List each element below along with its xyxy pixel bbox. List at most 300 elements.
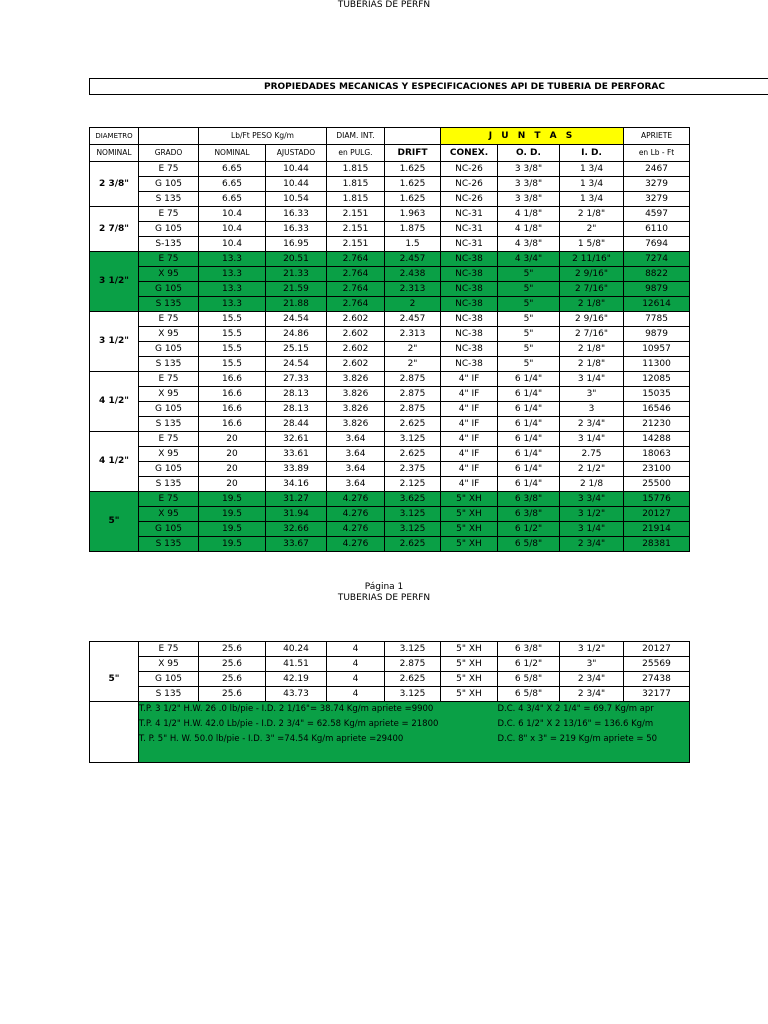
table-cell: 1 3/4 [560, 192, 624, 207]
table-row [90, 522, 690, 537]
table-cell: 6.65 [199, 177, 266, 192]
table-cell: 20127 [624, 642, 690, 657]
table-cell: 3.125 [385, 507, 441, 522]
table-cell: 28.13 [266, 387, 327, 402]
table-cell: G 105 [139, 282, 199, 297]
table-cell: 4.276 [327, 537, 385, 552]
table-cell: 2 3/4" [560, 417, 624, 432]
table-cell: 5" [498, 282, 560, 297]
table-cell: X 95 [139, 507, 199, 522]
table-cell: E 75 [139, 492, 199, 507]
continuation-table [89, 641, 690, 763]
table-cell: 6 1/4" [498, 447, 560, 462]
table-cell: 3 [560, 402, 624, 417]
table-cell: E 75 [139, 372, 199, 387]
table-cell: 4 [327, 687, 385, 702]
table-cell: S 135 [139, 297, 199, 312]
table-cell: 7274 [624, 252, 690, 267]
table-cell: 3.64 [327, 462, 385, 477]
table-cell: G 105 [139, 222, 199, 237]
table-cell: 10.4 [199, 237, 266, 252]
table-row [90, 432, 690, 447]
page-header-2: TUBERIAS DE PERFN [337, 593, 431, 603]
table-cell: 2 1/8" [560, 297, 624, 312]
table-cell: 21.33 [266, 267, 327, 282]
header-en-lb-ft: en Lb - Ft [624, 145, 690, 162]
table-row [90, 402, 690, 417]
table-cell: 6 3/8" [498, 492, 560, 507]
note-line: T.P. 4 1/2" H.W. 42.0 Lb/pie - I.D. 2 3/4" = 62.58 Kg/m apriete = 21800 [139, 719, 439, 729]
diametro-nominal-cell: 2 3/8" [90, 162, 139, 207]
table-cell: 5" [498, 312, 560, 327]
table-cell: E 75 [139, 252, 199, 267]
table-row [90, 642, 690, 657]
table-cell: 6 1/2" [498, 522, 560, 537]
table-cell: 6 3/8" [498, 642, 560, 657]
table-cell: 20127 [624, 507, 690, 522]
table-cell: 25.6 [199, 642, 266, 657]
table-row [90, 492, 690, 507]
table-cell: 20 [199, 477, 266, 492]
table-cell: G 105 [139, 522, 199, 537]
table-cell: 16546 [624, 402, 690, 417]
table-cell: 25.15 [266, 342, 327, 357]
table-cell: 41.51 [266, 657, 327, 672]
diametro-nominal-cell: 5" [90, 492, 139, 552]
diametro-nominal-cell: 3 1/2" [90, 312, 139, 372]
note-line: D.C. 6 1/2" X 2 13/16" = 136.6 Kg/m [497, 719, 654, 729]
table-cell: 28381 [624, 537, 690, 552]
table-row [90, 312, 690, 327]
table-cell: 9879 [624, 327, 690, 342]
table-cell: 6110 [624, 222, 690, 237]
table-cell: 20.51 [266, 252, 327, 267]
table-title: PROPIEDADES MECANICAS Y ESPECIFICACIONES API DE TUBERIA DE PERFORAC [89, 78, 768, 95]
table-cell: 1 3/4 [560, 162, 624, 177]
table-cell: 25.6 [199, 672, 266, 687]
table-row [90, 192, 690, 207]
table-cell: 33.67 [266, 537, 327, 552]
table-cell: 2 [385, 297, 441, 312]
table-cell: 19.5 [199, 522, 266, 537]
table-cell: 10.44 [266, 177, 327, 192]
header-ajustado: AJUSTADO [266, 145, 327, 162]
table-cell: 2.313 [385, 327, 441, 342]
table-cell: 6 3/8" [498, 507, 560, 522]
table-cell: 10.54 [266, 192, 327, 207]
table-cell: 1.815 [327, 177, 385, 192]
table-cell: 2.764 [327, 282, 385, 297]
table-cell: 16.6 [199, 402, 266, 417]
table-cell: 19.5 [199, 492, 266, 507]
table-row [90, 417, 690, 432]
table-cell: 3 1/4" [560, 372, 624, 387]
table-cell: 2.457 [385, 252, 441, 267]
table-cell: NC-38 [441, 282, 498, 297]
header-apriete: APRIETE [624, 128, 690, 145]
header-peso-nominal: NOMINAL [199, 145, 266, 162]
table-cell: 2 7/16" [560, 282, 624, 297]
table-cell: 15.5 [199, 357, 266, 372]
table-cell: S 135 [139, 417, 199, 432]
header-peso: Lb/Ft PESO Kg/m [199, 128, 327, 145]
table-cell: 2" [385, 342, 441, 357]
table-cell: 3 3/8" [498, 192, 560, 207]
table-cell: 10.4 [199, 207, 266, 222]
table-cell: S 135 [139, 537, 199, 552]
table-cell: 20 [199, 462, 266, 477]
table-cell: 10957 [624, 342, 690, 357]
table-row [90, 237, 690, 252]
table-cell: 3.125 [385, 687, 441, 702]
table-cell: 25.6 [199, 687, 266, 702]
note-line: T. P. 5" H. W. 50.0 lb/pie - I.D. 3" =74.54 Kg/m apriete =29400 [139, 734, 404, 744]
table-cell: NC-38 [441, 267, 498, 282]
table-cell: 7785 [624, 312, 690, 327]
table-cell: 13.3 [199, 252, 266, 267]
table-cell: 7694 [624, 237, 690, 252]
table-cell: 3.625 [385, 492, 441, 507]
table-cell: 6 5/8" [498, 672, 560, 687]
table-cell: 5" XH [441, 492, 498, 507]
table-cell: 15.5 [199, 342, 266, 357]
table-cell: 2 9/16" [560, 267, 624, 282]
table-cell: 3.125 [385, 522, 441, 537]
table-cell: 4" IF [441, 417, 498, 432]
table-cell: 5" [498, 357, 560, 372]
diametro-nominal-cell: 2 7/8" [90, 207, 139, 252]
table-cell: E 75 [139, 642, 199, 657]
table-cell: NC-26 [441, 177, 498, 192]
table-cell: 2.151 [327, 207, 385, 222]
table-cell: NC-38 [441, 297, 498, 312]
table-cell: 2.875 [385, 402, 441, 417]
table-cell: 12085 [624, 372, 690, 387]
table-cell: 21.88 [266, 297, 327, 312]
diametro-nominal-cell [90, 687, 139, 702]
table-cell: 24.54 [266, 357, 327, 372]
diametro-nominal-cell: 4 1/2" [90, 432, 139, 492]
table-cell: 16.6 [199, 372, 266, 387]
table-cell: 2 3/4" [560, 687, 624, 702]
diametro-nominal-cell: 5" [90, 672, 139, 687]
table-cell: E 75 [139, 207, 199, 222]
table-cell: 6 1/4" [498, 432, 560, 447]
table-row [90, 297, 690, 312]
table-cell: 5" [498, 297, 560, 312]
table-cell: 16.33 [266, 207, 327, 222]
table-cell: 20 [199, 447, 266, 462]
table-cell: 3 1/4" [560, 432, 624, 447]
header-drift-top [385, 128, 441, 145]
table-cell: 19.5 [199, 537, 266, 552]
table-cell: 6 1/4" [498, 477, 560, 492]
table-cell: 2.602 [327, 357, 385, 372]
table-cell: 2.438 [385, 267, 441, 282]
table-cell: NC-38 [441, 357, 498, 372]
table-cell: 4 1/8" [498, 207, 560, 222]
table-cell: 24.54 [266, 312, 327, 327]
table-cell: 32.61 [266, 432, 327, 447]
table-cell: 3" [560, 387, 624, 402]
table-cell: 4 3/4" [498, 252, 560, 267]
table-cell: 5" XH [441, 537, 498, 552]
table-cell: 3.64 [327, 447, 385, 462]
table-cell: 3.826 [327, 417, 385, 432]
table-cell: 2 11/16" [560, 252, 624, 267]
table-cell: 4" IF [441, 477, 498, 492]
table-cell: NC-38 [441, 342, 498, 357]
table-cell: 32.66 [266, 522, 327, 537]
note-line: D.C. 8" x 3" = 219 Kg/m apriete = 50 [497, 734, 658, 744]
header-grado-top [139, 128, 199, 145]
table-cell: 16.33 [266, 222, 327, 237]
table-cell: 6 5/8" [498, 687, 560, 702]
table-cell: 15.5 [199, 312, 266, 327]
table-cell: 2 1/8" [560, 342, 624, 357]
header-juntas: J U N T A S [441, 128, 624, 145]
table-cell: 28.44 [266, 417, 327, 432]
table-cell: G 105 [139, 402, 199, 417]
table-cell: 27438 [624, 672, 690, 687]
table-cell: 21230 [624, 417, 690, 432]
table-cell: 1 3/4 [560, 177, 624, 192]
table-cell: 27.33 [266, 372, 327, 387]
table-cell: X 95 [139, 387, 199, 402]
diametro-nominal-cell [90, 642, 139, 657]
table-cell: E 75 [139, 312, 199, 327]
table-cell: 2.875 [385, 657, 441, 672]
table-cell: NC-26 [441, 192, 498, 207]
table-cell: 3.64 [327, 477, 385, 492]
table-cell: 6 1/4" [498, 372, 560, 387]
header-nominal: NOMINAL [90, 145, 139, 162]
header-diam-int: DIAM. INT. [327, 128, 385, 145]
page-footer: Página 1 [364, 582, 404, 592]
table-cell: 4 [327, 672, 385, 687]
table-cell: 4" IF [441, 372, 498, 387]
table-cell: 2.764 [327, 297, 385, 312]
table-row [90, 687, 690, 702]
table-cell: 6.65 [199, 192, 266, 207]
table-cell: 2.875 [385, 387, 441, 402]
table-cell: 5" XH [441, 522, 498, 537]
table-cell: S 135 [139, 192, 199, 207]
table-cell: 25500 [624, 477, 690, 492]
header-conex: CONEX. [441, 145, 498, 162]
table-cell: 40.24 [266, 642, 327, 657]
table-cell: 16.95 [266, 237, 327, 252]
table-cell: 5" XH [441, 507, 498, 522]
table-row [90, 372, 690, 387]
table-cell: 1.815 [327, 162, 385, 177]
table-cell: 5" XH [441, 657, 498, 672]
table-cell: X 95 [139, 267, 199, 282]
table-cell: 42.19 [266, 672, 327, 687]
table-cell: 5" XH [441, 672, 498, 687]
table-cell: 2 1/8 [560, 477, 624, 492]
table-cell: 32177 [624, 687, 690, 702]
table-cell: 10.44 [266, 162, 327, 177]
table-cell: 1.5 [385, 237, 441, 252]
table-cell: S-135 [139, 237, 199, 252]
table-cell: 4" IF [441, 447, 498, 462]
table-row [90, 207, 690, 222]
table-cell: 21914 [624, 522, 690, 537]
table-cell: S 135 [139, 687, 199, 702]
table-cell: NC-26 [441, 162, 498, 177]
table-cell: 2.602 [327, 327, 385, 342]
table-cell: 6 5/8" [498, 537, 560, 552]
header-en-pulg: en PULG. [327, 145, 385, 162]
table-cell: S 135 [139, 357, 199, 372]
table-cell: NC-38 [441, 312, 498, 327]
table-cell: 25569 [624, 657, 690, 672]
table-cell: S 135 [139, 477, 199, 492]
table-row [90, 282, 690, 297]
table-cell: 4" IF [441, 387, 498, 402]
table-cell: 2.764 [327, 267, 385, 282]
table-cell: 15776 [624, 492, 690, 507]
table-cell: 13.3 [199, 297, 266, 312]
notes-left [139, 702, 498, 763]
table-row [90, 342, 690, 357]
table-cell: 4.276 [327, 507, 385, 522]
table-cell: 5" [498, 342, 560, 357]
table-cell: 1 5/8" [560, 237, 624, 252]
table-cell: 5" XH [441, 642, 498, 657]
table-cell: 2.75 [560, 447, 624, 462]
table-cell: 2" [560, 222, 624, 237]
table-cell: 3 1/4" [560, 522, 624, 537]
table-cell: 3.125 [385, 432, 441, 447]
table-cell: 2 9/16" [560, 312, 624, 327]
table-cell: 3279 [624, 192, 690, 207]
table-cell: 4 [327, 657, 385, 672]
table-cell: NC-31 [441, 237, 498, 252]
page-header: TUBERIAS DE PERFN [337, 0, 431, 10]
notes-blank-cell [90, 702, 139, 763]
table-cell: E 75 [139, 432, 199, 447]
table-cell: 9879 [624, 282, 690, 297]
table-cell: 21.59 [266, 282, 327, 297]
table-row [90, 462, 690, 477]
table-cell: 33.61 [266, 447, 327, 462]
table-row [90, 447, 690, 462]
table-cell: 3 3/8" [498, 162, 560, 177]
table-cell: 2.625 [385, 417, 441, 432]
table-cell: 19.5 [199, 507, 266, 522]
table-cell: 2.457 [385, 312, 441, 327]
table-cell: 3.826 [327, 387, 385, 402]
table-cell: 1.815 [327, 192, 385, 207]
header-drift: DRIFT [385, 145, 441, 162]
diametro-nominal-cell [90, 657, 139, 672]
table-row [90, 162, 690, 177]
table-row [90, 537, 690, 552]
table-cell: 2.625 [385, 447, 441, 462]
table-cell: 6 1/2" [498, 657, 560, 672]
main-table [89, 127, 690, 552]
table-cell: 2.375 [385, 462, 441, 477]
table-cell: 4 3/8" [498, 237, 560, 252]
note-line: T.P. 3 1/2" H.W. 26 .0 lb/pie - I.D. 2 1/16"= 38.74 Kg/m apriete =9900 [139, 704, 434, 714]
table-cell: 1.963 [385, 207, 441, 222]
table-cell: 4 [327, 642, 385, 657]
table-cell: 2 3/4" [560, 537, 624, 552]
table-cell: 4" IF [441, 462, 498, 477]
table-cell: 1.625 [385, 192, 441, 207]
table-cell: G 105 [139, 672, 199, 687]
table-cell: 43.73 [266, 687, 327, 702]
table-cell: 33.89 [266, 462, 327, 477]
table-cell: 3 1/2" [560, 507, 624, 522]
table-cell: 4.276 [327, 522, 385, 537]
table-cell: 2.125 [385, 477, 441, 492]
table-cell: 3.826 [327, 402, 385, 417]
table-row [90, 222, 690, 237]
table-cell: 6 1/4" [498, 462, 560, 477]
table-cell: 2.151 [327, 222, 385, 237]
table-cell: 2.313 [385, 282, 441, 297]
table-cell: 3 1/2" [560, 642, 624, 657]
table-cell: 2467 [624, 162, 690, 177]
table-cell: 14288 [624, 432, 690, 447]
table-cell: 23100 [624, 462, 690, 477]
table-row [90, 357, 690, 372]
table-cell: 6 1/4" [498, 417, 560, 432]
table-cell: 1.625 [385, 177, 441, 192]
table-cell: 13.3 [199, 282, 266, 297]
header-grado: GRADO [139, 145, 199, 162]
table-cell: 31.94 [266, 507, 327, 522]
table-cell: 4" IF [441, 402, 498, 417]
note-line: D.C. 4 3/4" X 2 1/4" = 69.7 Kg/m apr [497, 704, 654, 714]
header-id: I. D. [560, 145, 624, 162]
table-cell: 24.86 [266, 327, 327, 342]
table-cell: 2.625 [385, 672, 441, 687]
table-cell: 11300 [624, 357, 690, 372]
table-cell: 15035 [624, 387, 690, 402]
table-cell: 6 1/4" [498, 387, 560, 402]
table-cell: 2.602 [327, 312, 385, 327]
table-row [90, 252, 690, 267]
table-cell: 2 1/2" [560, 462, 624, 477]
table-cell: 2 7/16" [560, 327, 624, 342]
table-row [90, 327, 690, 342]
table-cell: 3" [560, 657, 624, 672]
table-cell: 15.5 [199, 327, 266, 342]
table-cell: 20 [199, 432, 266, 447]
table-cell: 5" [498, 327, 560, 342]
table-cell: NC-38 [441, 252, 498, 267]
table-cell: NC-38 [441, 327, 498, 342]
table-cell: 3279 [624, 177, 690, 192]
table-row [90, 507, 690, 522]
table-cell: 3.64 [327, 432, 385, 447]
table-cell: 3 3/8" [498, 177, 560, 192]
table-cell: X 95 [139, 657, 199, 672]
table-cell: 1.875 [385, 222, 441, 237]
notes-right [498, 702, 690, 763]
table-cell: 2 1/8" [560, 207, 624, 222]
table-cell: 28.13 [266, 402, 327, 417]
table-cell: 3 3/4" [560, 492, 624, 507]
table-cell: 4597 [624, 207, 690, 222]
table-cell: 2 3/4" [560, 672, 624, 687]
table-cell: 16.6 [199, 417, 266, 432]
table-cell: 2.151 [327, 237, 385, 252]
